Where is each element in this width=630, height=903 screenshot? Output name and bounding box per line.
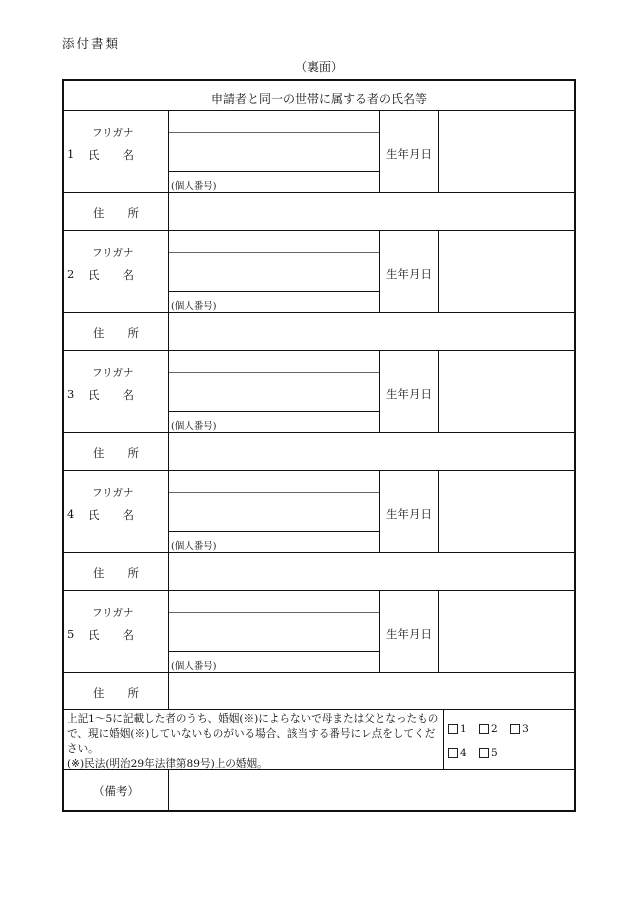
person-number: 5 <box>67 627 75 641</box>
address-input[interactable] <box>169 673 574 710</box>
form-heading: 申請者と同一の世帯に属する者の氏名等 <box>210 92 427 106</box>
address-label: 住 所 <box>93 206 139 220</box>
birthdate-input[interactable] <box>439 471 574 552</box>
address-label: 住 所 <box>93 566 139 580</box>
remarks-label: （備考） <box>93 784 139 798</box>
furigana-input[interactable] <box>169 351 379 372</box>
furigana-input[interactable] <box>169 231 379 252</box>
furigana-input[interactable] <box>169 591 379 612</box>
checkbox-3[interactable] <box>510 723 529 735</box>
person-number: 4 <box>67 507 75 521</box>
birthdate-input[interactable] <box>439 591 574 672</box>
furigana-label: フリガナ <box>92 127 134 139</box>
checkbox-4[interactable] <box>448 747 467 759</box>
person-number: 2 <box>67 267 75 281</box>
document-title: 添付書類 <box>62 36 121 51</box>
name-input[interactable] <box>169 373 379 411</box>
checkbox-square[interactable] <box>448 748 458 758</box>
checkbox-label: 2 <box>491 723 498 735</box>
name-input[interactable] <box>169 613 379 651</box>
checkbox-square[interactable] <box>510 724 520 734</box>
birthdate-input[interactable] <box>439 111 574 192</box>
address-input[interactable] <box>169 433 574 470</box>
birthdate-label: 生年月日 <box>386 387 432 401</box>
checkbox-label: 1 <box>460 723 467 735</box>
person-number: 3 <box>67 387 75 401</box>
mynumber-input[interactable] <box>234 532 379 552</box>
checkbox-square[interactable] <box>479 748 489 758</box>
note-text: 上記1～5に記載した者のうち、婚姻(※)によらないで母または父となったもので、現に婚姻(※)していないものがいる場合、該当する番号にレ点をしてください。 <box>67 713 439 755</box>
name-input[interactable] <box>169 253 379 291</box>
checkbox-2[interactable] <box>479 723 498 735</box>
name-label: 氏 名 <box>88 388 134 402</box>
mynumber-input[interactable] <box>234 412 379 432</box>
checkbox-1[interactable] <box>448 723 467 735</box>
furigana-input[interactable] <box>169 471 379 492</box>
mynumber-label: (個人番号) <box>171 421 217 432</box>
furigana-label: フリガナ <box>92 607 134 619</box>
birthdate-label: 生年月日 <box>386 147 432 161</box>
address-input[interactable] <box>169 193 574 230</box>
address-label: 住 所 <box>93 446 139 460</box>
household-members-form <box>62 79 576 812</box>
checkbox-square[interactable] <box>479 724 489 734</box>
note-top-divider <box>64 709 574 710</box>
furigana-input[interactable] <box>169 111 379 132</box>
name-input[interactable] <box>169 133 379 171</box>
note-divider <box>443 709 444 769</box>
mynumber-input[interactable] <box>234 652 379 672</box>
checkbox-row-2 <box>448 747 507 761</box>
page-side-label: （裏面） <box>294 60 343 74</box>
checkbox-label: 3 <box>522 723 529 735</box>
mynumber-label: (個人番号) <box>171 301 217 312</box>
name-label: 氏 名 <box>88 268 134 282</box>
note-footnote: (※)民法(明治29年法律第89号)上の婚姻。 <box>67 758 268 770</box>
furigana-label: フリガナ <box>92 247 134 259</box>
birthdate-label: 生年月日 <box>386 627 432 641</box>
name-input[interactable] <box>169 493 379 531</box>
address-input[interactable] <box>169 313 574 350</box>
checkbox-label: 5 <box>491 747 498 759</box>
name-label: 氏 名 <box>88 508 134 522</box>
mynumber-input[interactable] <box>234 172 379 192</box>
checkbox-5[interactable] <box>479 747 498 759</box>
checkbox-label: 4 <box>460 747 467 759</box>
person-number: 1 <box>67 147 75 161</box>
mynumber-label: (個人番号) <box>171 181 217 192</box>
checkbox-square[interactable] <box>448 724 458 734</box>
furigana-label: フリガナ <box>92 487 134 499</box>
name-label: 氏 名 <box>88 148 134 162</box>
unmarried-parent-note <box>67 712 443 772</box>
remarks-field[interactable] <box>169 770 574 810</box>
address-label: 住 所 <box>93 686 139 700</box>
furigana-label: フリガナ <box>92 367 134 379</box>
checkbox-row-1 <box>448 723 538 737</box>
name-label: 氏 名 <box>88 628 134 642</box>
mynumber-label: (個人番号) <box>171 541 217 552</box>
address-label: 住 所 <box>93 326 139 340</box>
mynumber-input[interactable] <box>234 292 379 312</box>
birthdate-label: 生年月日 <box>386 507 432 521</box>
birthdate-input[interactable] <box>439 351 574 432</box>
birthdate-label: 生年月日 <box>386 267 432 281</box>
mynumber-label: (個人番号) <box>171 661 217 672</box>
address-input[interactable] <box>169 553 574 590</box>
birthdate-input[interactable] <box>439 231 574 312</box>
